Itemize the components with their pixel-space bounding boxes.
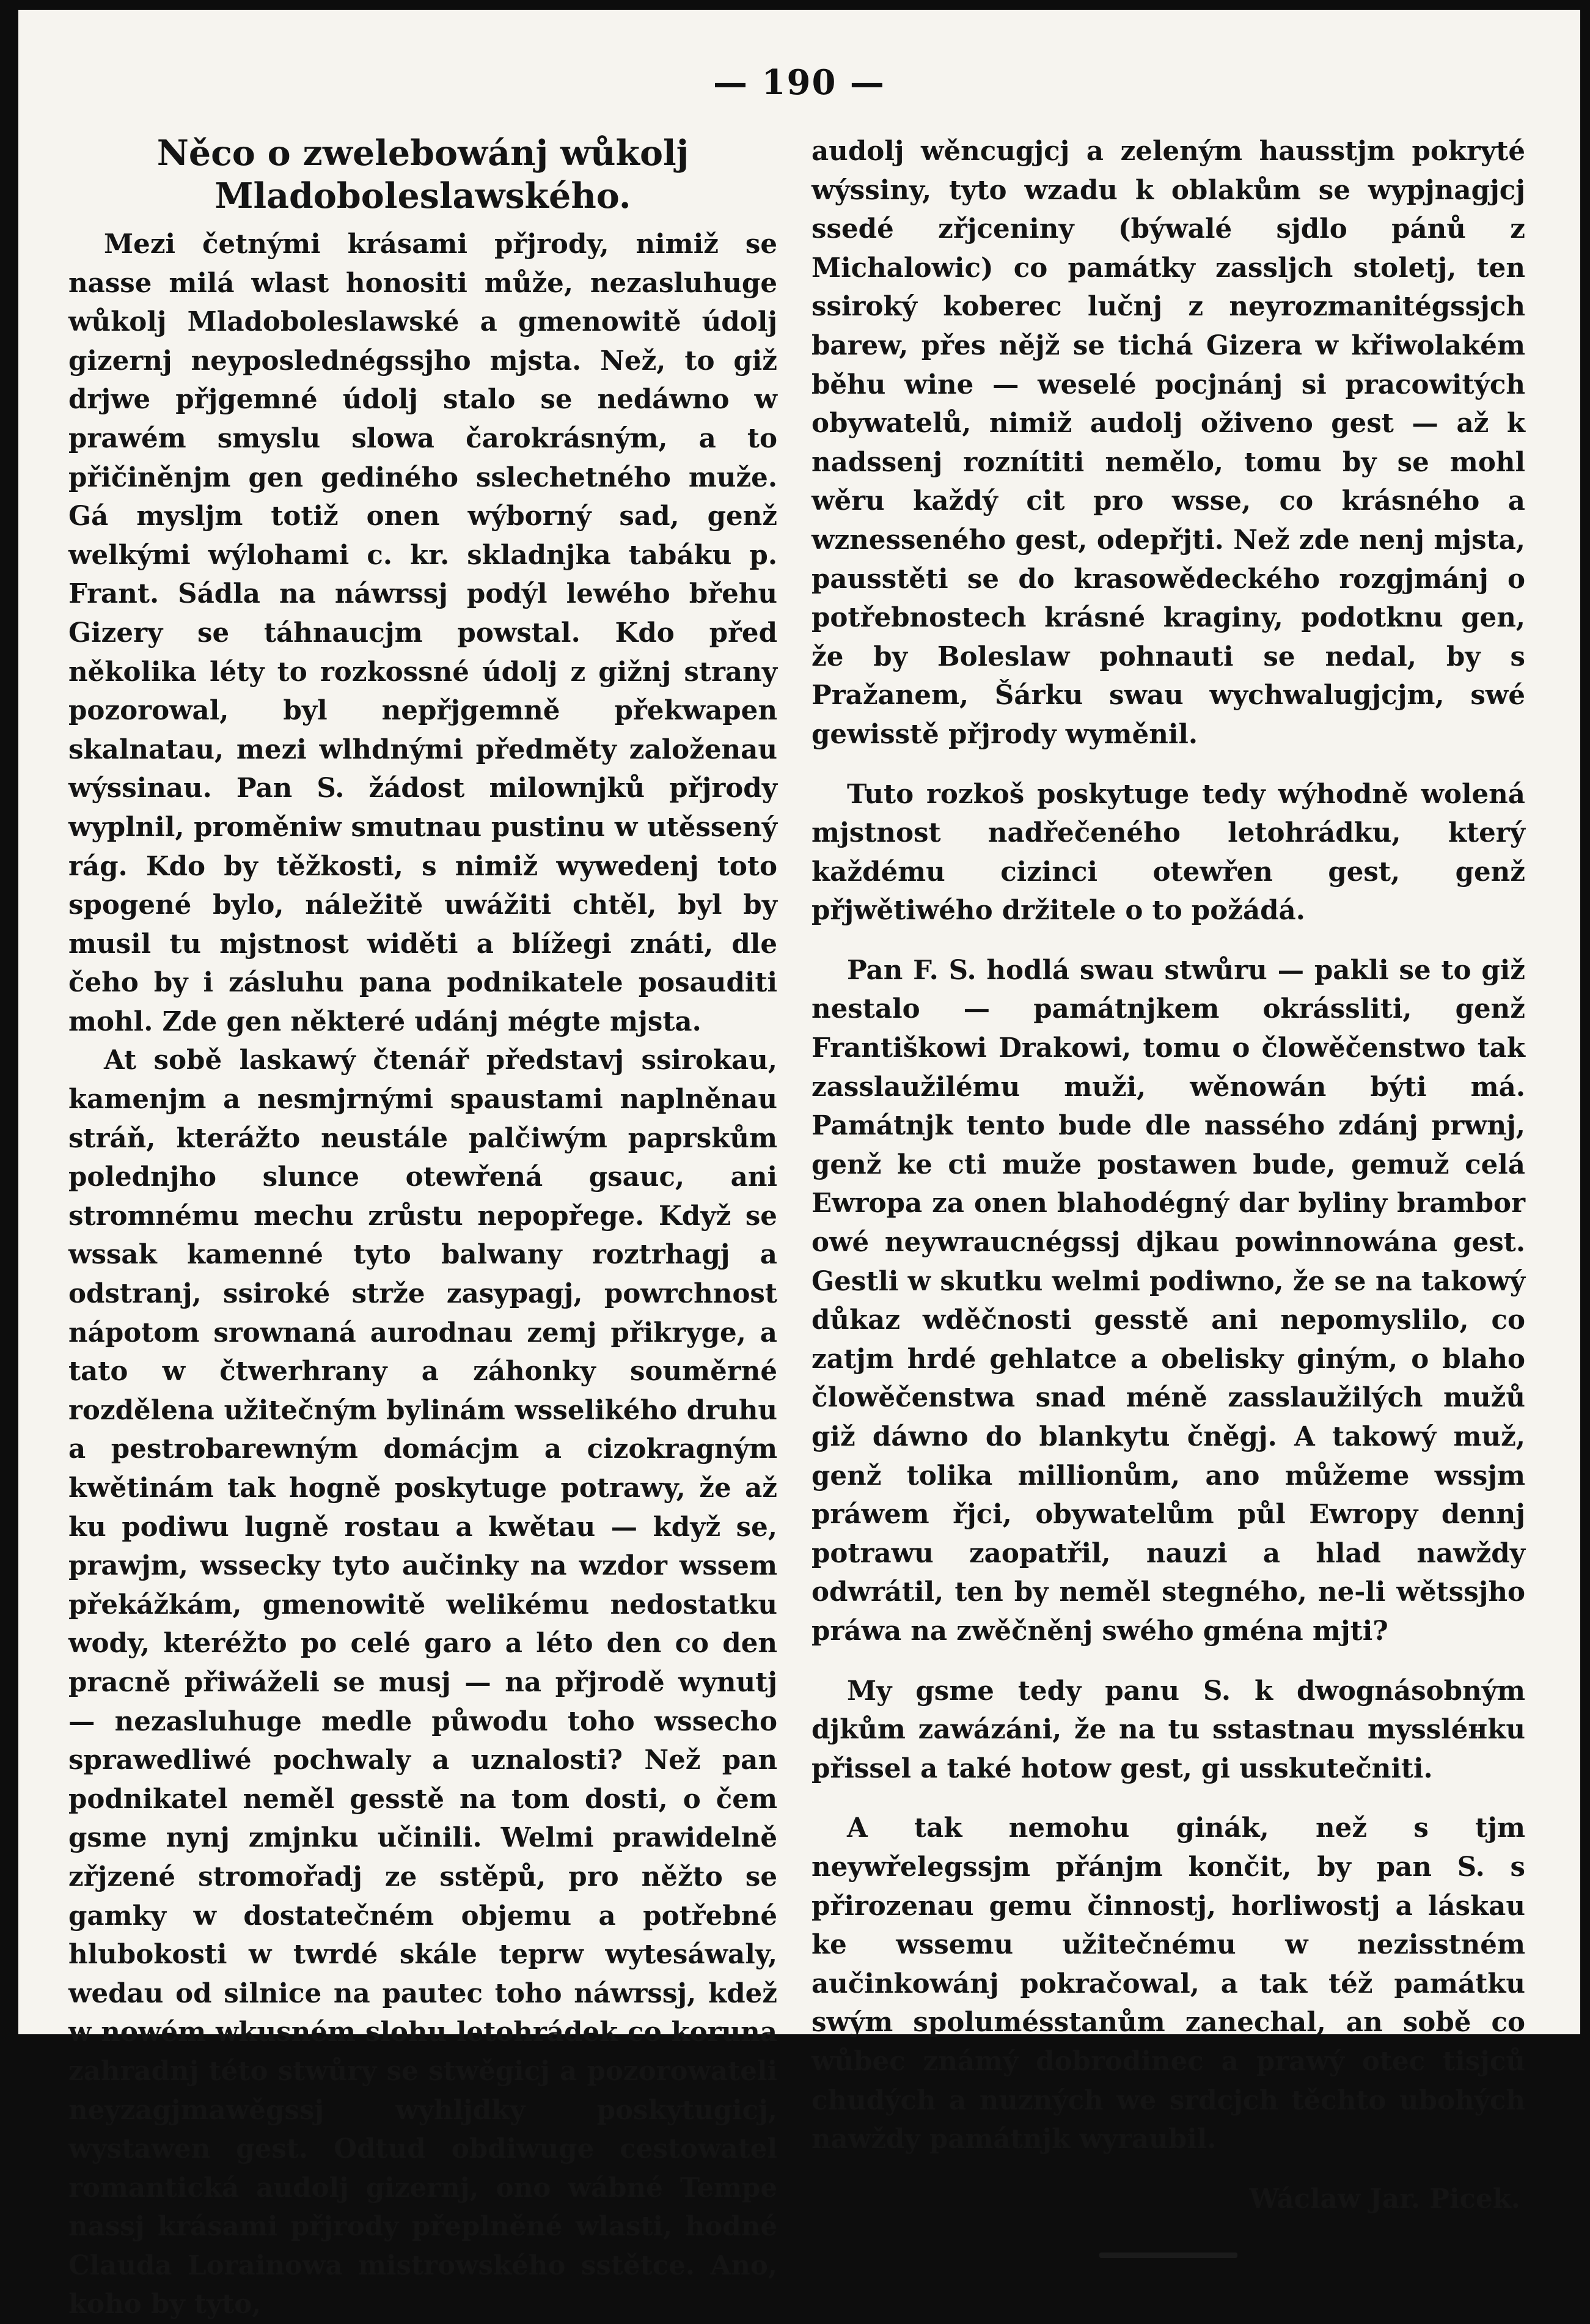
right-paragraph-3: Pan F. S. hodlá swau stwůru — pakli se to giž nestalo — památnjkem okrássliti, genž Františkowi Drakowi, tomu o člowěčenstwo tak zasslaužilému muži, wěnowán býti má. Památnjk tento bude dle nassého zdánj prwnj, genž ke cti muže postawen bude, gemuž celá Ewropa za onen blahodégný dar byliny brambor owé neywraucnégssj djkau powinnowána gest. Gestli w skutku welmi podiwno, že se na takowý důkaz wděčnosti gesstě ani nepomyslilo, co zatjm hrdé gehlatce a obelisky giným, o blaho člowěčenstwa snad méně zasslaužilých mužů giž dáwno do blankytu čněgj. A takowý muž, genž tolika millionům, ano můžeme wssjm práwem řjci, obywatelům půl Ewropy dennj potrawu zaopatřil, nauzi a hlad nawždy odwrátil, ten by neměl stegného, ne-li wětssjho práwa na zwěčněnj swého gména mjti? (811, 954, 1525, 1647)
left-paragraph-1: Mezi četnými krásami přjrody, nimiž se nasse milá wlast honositi může, nezasluhuge wůkolj Mladoboleslawské a gmenowitě údolj gizernj neyposlednégssjho mjsta. Než, to giž drjwe přjgemné údolj stalo se nedáwno w prawém smyslu slowa čarokrásným, a to přičiněnjm gen gediného sslechetného muže. Gá mysljm totiž onen wýborný sad, genž welkými wýlohami c. kr. skladnjka tabáku p. Frant. Sádla na náwrssj podýl lewého břehu Gizery se táhnaucjm powstal. Kdo před několika léty to rozkossné údolj z gižnj strany pozorowal, byl nepřjgemně překwapen skalnatau, mezi wlhdnými předměty založenau wýssinau. Pan S. žádost milownjků přjrody wyplnil, proměniw smutnau pustinu w utěssený rág. Kdo by těžkosti, s nimiž wywedenj toto spogené bylo, náležitě uwážiti chtěl, byl by musil tu mjstnost widěti a blížegi znáti, dle čeho by i zásluhu pana podnikatele posauditi mohl. Zde gen některé udánj mégte mjsta. (68, 229, 777, 1037)
closing-rule (1099, 2252, 1237, 2258)
right-paragraph-2: Tuto rozkoš poskytuge tedy wýhodně wolená mjstnost nadřečeného letohrádku, který každému cizinci otewřen gest, genž přjwětiwého držitele o to požádá. (811, 778, 1525, 927)
page-number: — 190 — (713, 62, 885, 103)
article-title: Něco o zwelebowánj wůkolj Mladoboleslawského. (156, 133, 689, 216)
right-paragraph-1: audolj wěncugjcj a zeleným hausstjm pokryté wýssiny, tyto wzadu k oblakům se wypjnagjcj ssedé zřjceniny (býwalé sjdlo pánů z Michalowic) co památky zassljch stoletj, ten ssiroký koberec lučnj z neyrozmanitégssjch barew, přes nějž se tichá Gizera w křiwolakém běhu wine — weselé pocjnánj si pracowitých obywatelů, nimiž audolj oživeno gest — až k nadssenj roznítiti nemělo, tomu by se mohl wěru každý cit pro wsse, co krásného a wznesseného gest, odepřjti. Než zde nenj mjsta, pausstěti se do krasowědeckého rozgjmánj o potřebnostech krásné kraginy, podotknu gen, že by Boleslaw pohnauti se nedal, by s Pražanem, Šárku swau wychwalugjcjm, swé gewisstě přjrody wyměnil. (811, 136, 1525, 750)
book-page (18, 10, 1580, 2320)
right-column (811, 132, 1525, 2258)
author-signature: Wáclaw Jar. Picek. (1249, 2183, 1520, 2215)
right-paragraph-5: A tak nemohu ginák, než s tjm neywřelegssjm přánjm končit, by pan S. s přirozenau gemu činnostj, horliwostj a láskau ke wssemu užitečnému w nezisstném aučinkowánj pokračowal, a tak též památku swým spolumésstanům zanechal, an sobě co wůbec známý dobrodinec a prawý otec tisjců chudých a nuzných we srdcjch těchto ubohých nawždy památnjk wyraubil. (811, 1812, 1525, 2155)
left-column (68, 132, 777, 2324)
right-paragraph-4: My gsme tedy panu S. k dwognásobným djkům zawázáni, že na tu sstastnau myssléнku přissel a také hotow gest, gi usskutečniti. (811, 1675, 1525, 1784)
scan-edge (0, 0, 18, 2049)
left-paragraph-2: At sobě laskawý čtenář představj ssirokau, kamenjm a nesmjrnými spaustami naplněnau stráň, kterážto neustále palčiwým paprskům polednjho slunce otewřená gsauc, ani stromnému mechu zrůstu nepopřege. Když se wssak kamenné tyto balwany roztrhagj a odstranj, ssiroké strže zasypagj, powrchnost nápotom srownaná aurodnau zemj přikryge, a tato w čtwerhrany a záhonky souměrné rozdělena užitečným bylinám wsselikého druhu a pestrobarewným domácjm a cizokragným kwětinám tak hogně poskytuge potrawy, že až ku podiwu lugně rostau a kwětau — když se, prawjm, wssecky tyto aučinky na wzdor wssem překážkám, gmenowitě welikému nedostatku wody, kteréžto po celé garo a léto den co den pracně přiwáželi se musj — na přjrodě wynutj — nezasluhuge medle půwodu toho wssecho sprawedliwé pochwaly a uznalosti? Než pan podnikatel neměl gesstě na tom dosti, o čem gsme nynj zmjnku učinili. Welmi prawidelně zřjzené stromořadj ze sstěpů, pro něžto se gamky w dostatečném objemu a potřebné hlubokosti w twrdé skále teprw wytesáwaly, wedau od silnice na pautec toho náwrssj, kdež w nowém wkusném slohu letohrádek co koruna zahradnj této stwůry se stwěgicj a pozorowateli neyzagjmawěgssj wyhljdky poskytugicj, wystawen gest. Odtud obdiwuge cestowatel romantická audolj gizernj, ono wábné Tempe nassj krásami přjrody přeplněné wlasti, hodné Clauda Lorainowa mistrowského sstětce. Ano, koho by tyto, (68, 1045, 777, 2320)
